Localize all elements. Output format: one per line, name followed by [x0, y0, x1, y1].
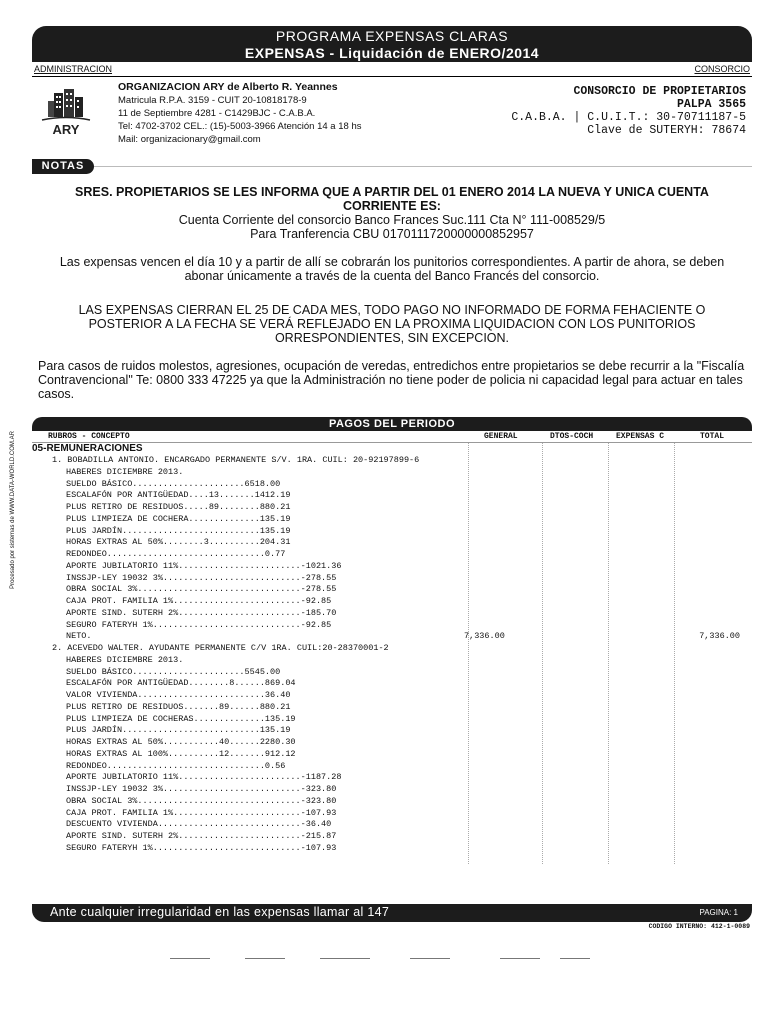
line-item: APORTE JUBILATORIO 11%........................-1021.36 [66, 560, 342, 571]
neto-general: 7,336.00 [464, 631, 505, 642]
col-general: GENERAL [484, 432, 518, 441]
column-divider [468, 443, 469, 864]
codigo-interno: CODIGO INTERNO: 412-1-0089 [648, 923, 750, 930]
document-title: EXPENSAS - Liquidación de ENERO/2014 [244, 45, 540, 61]
note-new-account: SRES. PROPIETARIOS SE LES INFORMA QUE A PARTIR DEL 01 ENERO 2014 LA NUEVA Y UNICA CUENTA CORRIENTE ES: [75, 185, 709, 213]
building-logo-icon [40, 87, 92, 137]
consorcio-info [511, 85, 746, 137]
side-text: Procesado por sistemas de WWW.DATA-WORLD.COM.AR [10, 431, 16, 589]
line-item: PLUS JARDÍN...........................135.19 [66, 725, 291, 736]
line-item: HORAS EXTRAS AL 50%........3..........204.31 [66, 537, 291, 548]
line-item: PLUS JARDÍN...........................135.19 [66, 525, 291, 536]
line-item: PLUS RETIRO DE RESIDUOS.....89........880.21 [66, 502, 291, 512]
note-fiscalia: Para casos de ruidos molestos, agresiones, ocupación de veredas, entredichos entre propietarios se debe recurrir a la "Fiscalía Contravencional" Te: 0800 333 47225 ya que la Administración no tiene poder de policia ni capacidad legal para actuar en tales casos. [38, 359, 745, 401]
consorcio-label: CONSORCIO [694, 64, 750, 74]
header-info [32, 76, 752, 151]
col-concepto: RUBROS - CONCEPTO [48, 432, 130, 441]
title-bar [32, 26, 752, 62]
line-item: HABERES DICIEMBRE 2013. [66, 466, 184, 477]
line-item: VALOR VIVIENDA.........................36.40 [66, 690, 291, 700]
consorcio-suteryh: Clave de SUTERYH: 78674 [587, 124, 746, 137]
payments-table-body [32, 443, 752, 864]
line-item: APORTE JUBILATORIO 11%........................-1187.28 [66, 772, 342, 783]
line-item: DESCUENTO VIVIENDA............................-36.40 [66, 819, 332, 830]
notes-block [32, 185, 752, 401]
line-item: SEGURO FATERYH 1%.............................-92.85 [66, 619, 332, 630]
admin-mail: Mail: organizacionary@gmail.com [118, 134, 261, 145]
admin-label: ADMINISTRACION [34, 64, 113, 74]
line-item: CAJA PROT. FAMILIA 1%.........................-92.85 [66, 596, 332, 606]
line-item: OBRA SOCIAL 3%................................-323.80 [66, 795, 337, 806]
admin-phone: Tel: 4702-3702 CEL.: (15)-5003-3966 Atención 14 a 18 hs [118, 121, 362, 132]
note-due-date: Las expensas vencen el día 10 y a partir de allí se cobrarán los punitorios correspondientes. A partir de ahora, se deben abonar únicamente a través de la cuenta del Banco Francés del consorcio. [59, 255, 725, 283]
section-remuneraciones: 05-REMUNERACIONES [32, 443, 143, 454]
consorcio-title: CONSORCIO DE PROPIETARIOS [573, 85, 746, 98]
line-item: INSSJP-LEY 19032 3%...........................-278.55 [66, 572, 337, 583]
footer-bar [32, 904, 752, 922]
footer-message: Ante cualquier irregularidad en las expensas llamar al 147 [50, 905, 390, 919]
column-divider [542, 443, 543, 864]
col-dtos-coch: DTOS-COCH [550, 432, 594, 441]
line-item: REDONDEO...............................0.56 [66, 760, 286, 771]
col-expensas-c: EXPENSAS C [616, 432, 665, 441]
line-item: APORTE SIND. SUTERH 2%........................-215.87 [66, 831, 337, 841]
item-2-lines [32, 655, 752, 855]
note-account-number: Cuenta Corriente del consorcio Banco Frances Suc.111 Cta N° 111-008529/5 [178, 213, 606, 227]
header-labels [32, 64, 752, 76]
line-item: ESCALAFÓN POR ANTIGÜEDAD....13.......1412.19 [66, 490, 291, 501]
notas-header [32, 159, 752, 175]
admin-info [118, 81, 361, 146]
admin-matricula: Matricula R.P.A. 3159 - CUIT 20-10818178-9 [118, 95, 307, 106]
notas-divider [94, 166, 752, 167]
line-item: PLUS LIMPIEZA DE COCHERA..............135.19 [66, 513, 291, 524]
item-title: 1. BOBADILLA ANTONIO. ENCARGADO PERMANENTE S/V. 1RA. CUIL: 20-92197899-6 [52, 455, 420, 465]
column-divider [608, 443, 609, 864]
line-item: REDONDEO...............................0.77 [66, 549, 286, 559]
neto-total: 7,336.00 [699, 631, 740, 642]
line-item: INSSJP-LEY 19032 3%...........................-323.80 [66, 784, 337, 794]
note-cbu: Para Tranferencia CBU 0170111720000000852957 [250, 227, 534, 241]
admin-address: 11 de Septiembre 4281 - C1429BJC - C.A.B.A. [118, 108, 316, 119]
line-item: SUELDO BÁSICO......................5545.00 [66, 666, 281, 677]
line-item: HABERES DICIEMBRE 2013. [66, 654, 184, 665]
expensas-page [32, 26, 752, 926]
neto-label: NETO. [66, 631, 92, 642]
admin-name: ORGANIZACION ARY de Alberto R. Yeannes [118, 81, 338, 93]
side-watermark [10, 420, 20, 600]
line-item: HORAS EXTRAS AL 50%...........40......2280.30 [66, 737, 296, 747]
consorcio-address: PALPA 3565 [676, 98, 746, 111]
svg-text:ARY: ARY [52, 122, 80, 137]
consorcio-cuit: C.A.B.A. | C.U.I.T.: 30-70711187-5 [511, 111, 746, 124]
line-item: HORAS EXTRAS AL 100%..........12.......912.12 [66, 748, 296, 759]
line-item: OBRA SOCIAL 3%................................-278.55 [66, 584, 337, 595]
line-item: SEGURO FATERYH 1%.............................-107.93 [66, 842, 337, 853]
col-total: TOTAL [700, 432, 725, 441]
line-item: PLUS LIMPIEZA DE COCHERAS..............135.19 [66, 713, 296, 724]
payments-table-title: PAGOS DEL PERIODO [32, 417, 752, 431]
notas-label: NOTAS [32, 159, 94, 174]
line-item: SUELDO BÁSICO......................6518.00 [66, 478, 281, 489]
column-divider [674, 443, 675, 864]
line-item: APORTE SIND. SUTERH 2%........................-185.70 [66, 607, 337, 618]
program-name: PROGRAMA EXPENSAS CLARAS [275, 28, 509, 44]
item-1-neto-row [32, 631, 752, 643]
page-number: PAGINA: 1 [699, 908, 738, 917]
line-item: PLUS RETIRO DE RESIDUOS.......89......880.21 [66, 701, 291, 712]
item-1-lines [32, 467, 752, 632]
note-closing-date: LAS EXPENSAS CIERRAN EL 25 DE CADA MES, TODO PAGO NO INFORMADO DE FORMA FEHACIENTE O POSTERIOR A LA FECHA SE VERÁ REFLEJADO EN LA PROXIMA LIQUIDACION CON LOS PUNITORIOS ORRESPONDIENTES, SIN EXCEPCION. [78, 303, 706, 345]
line-item: ESCALAFÓN POR ANTIGÜEDAD........8......869.04 [66, 678, 296, 689]
scan-artifacts [170, 958, 590, 960]
item-title: 2. ACEVEDO WALTER. AYUDANTE PERMANENTE C/V 1RA. CUIL:20-28370001-2 [52, 643, 389, 653]
line-item: CAJA PROT. FAMILIA 1%.........................-107.93 [66, 807, 337, 818]
payments-table-header [32, 431, 752, 443]
